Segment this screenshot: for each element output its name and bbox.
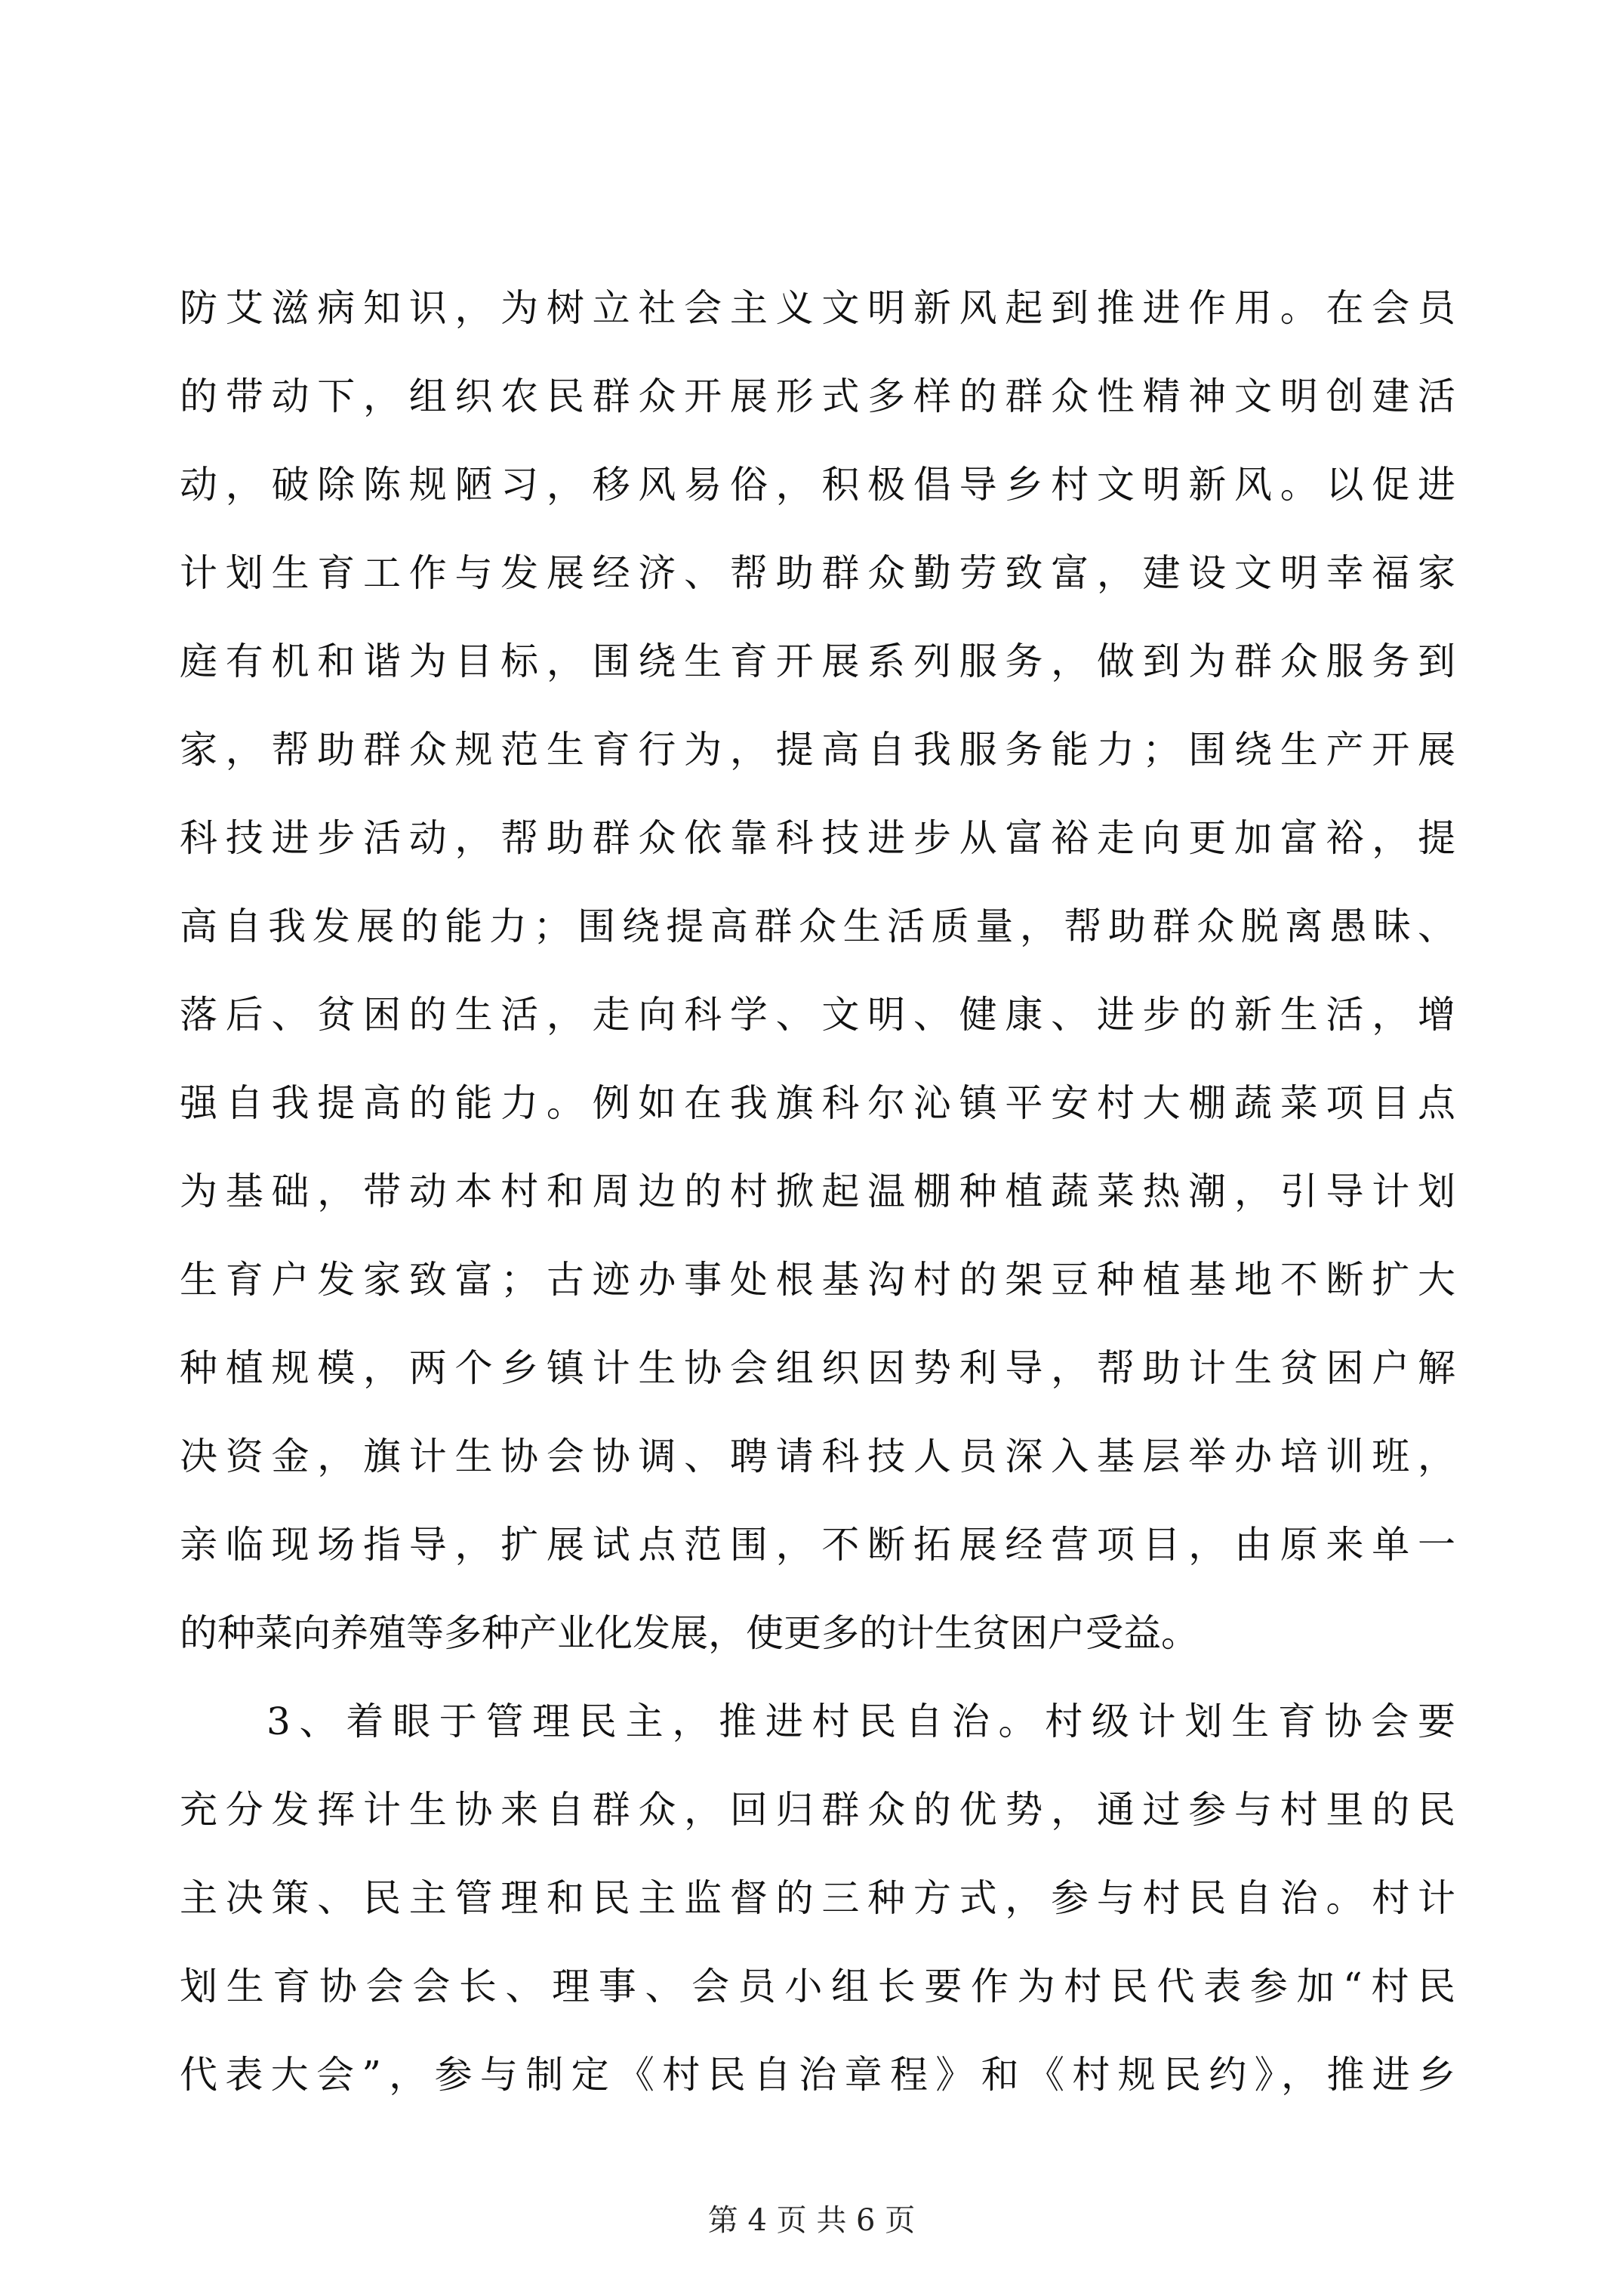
text-line: 高自我发展的能力；围绕提高群众生活质量，帮助群众脱离愚昧、 bbox=[180, 905, 1455, 948]
text-line: 充分发挥计生协来自群众，回归群众的优势，通过参与村里的民 bbox=[180, 1788, 1455, 1832]
page-number-footer: 第 4 页 共 6 页 bbox=[707, 2203, 916, 2238]
text-line: 落后、贫困的生活，走向科学、文明、健康、进步的新生活，增 bbox=[180, 993, 1455, 1037]
text-line: 划生育协会会长、理事、会员小组长要作为村民代表参加“村民 bbox=[180, 1965, 1455, 2008]
paragraph-1 bbox=[180, 264, 1455, 1678]
text-line: 科技进步活动，帮助群众依靠科技进步从富裕走向更加富裕，提 bbox=[180, 816, 1455, 860]
text-line: 庭有机和谐为目标，围绕生育开展系列服务，做到为群众服务到 bbox=[180, 639, 1455, 683]
text-line: 家，帮助群众规范生育行为，提高自我服务能力；围绕生产开展 bbox=[180, 728, 1455, 772]
text-line: 动，破除陈规陋习，移风易俗，积极倡导乡村文明新风。以促进 bbox=[180, 463, 1455, 507]
text-line: 防艾滋病知识，为树立社会主义文明新风起到推进作用。在会员 bbox=[180, 286, 1455, 330]
text-line: 强自我提高的能力。例如在我旗科尔沁镇平安村大棚蔬菜项目点 bbox=[180, 1081, 1455, 1125]
text-line: 计划生育工作与发展经济、帮助群众勤劳致富，建设文明幸福家 bbox=[180, 551, 1455, 595]
paragraph-2 bbox=[180, 1678, 1455, 2119]
text-line: 3、着眼于管理民主，推进村民自治。村级计划生育协会要 bbox=[266, 1700, 1455, 1743]
text-line: 决资金，旗计生协会协调、聘请科技人员深入基层举办培训班， bbox=[180, 1435, 1455, 1478]
text-line: 亲临现场指导，扩展试点范围，不断拓展经营项目，由原来单一 bbox=[180, 1523, 1455, 1567]
text-line: 种植规模，两个乡镇计生协会组织因势利导，帮助计生贫困户解 bbox=[180, 1346, 1455, 1390]
text-line: 代表大会”，参与制定《村民自治章程》和《村规民约》，推进乡 bbox=[180, 2053, 1455, 2097]
document-body bbox=[180, 264, 1455, 2119]
text-line: 的种菜向养殖等多种产业化发展，使更多的计生贫困户受益。 bbox=[180, 1611, 1199, 1655]
text-line: 主决策、民主管理和民主监督的三种方式，参与村民自治。村计 bbox=[180, 1876, 1455, 1920]
text-line: 的带动下，组织农民群众开展形式多样的群众性精神文明创建活 bbox=[180, 374, 1455, 418]
text-line: 为基础，带动本村和周边的村掀起温棚种植蔬菜热潮，引导计划 bbox=[180, 1170, 1455, 1213]
text-line: 生育户发家致富；古迹办事处根基沟村的架豆种植基地不断扩大 bbox=[180, 1258, 1455, 1302]
